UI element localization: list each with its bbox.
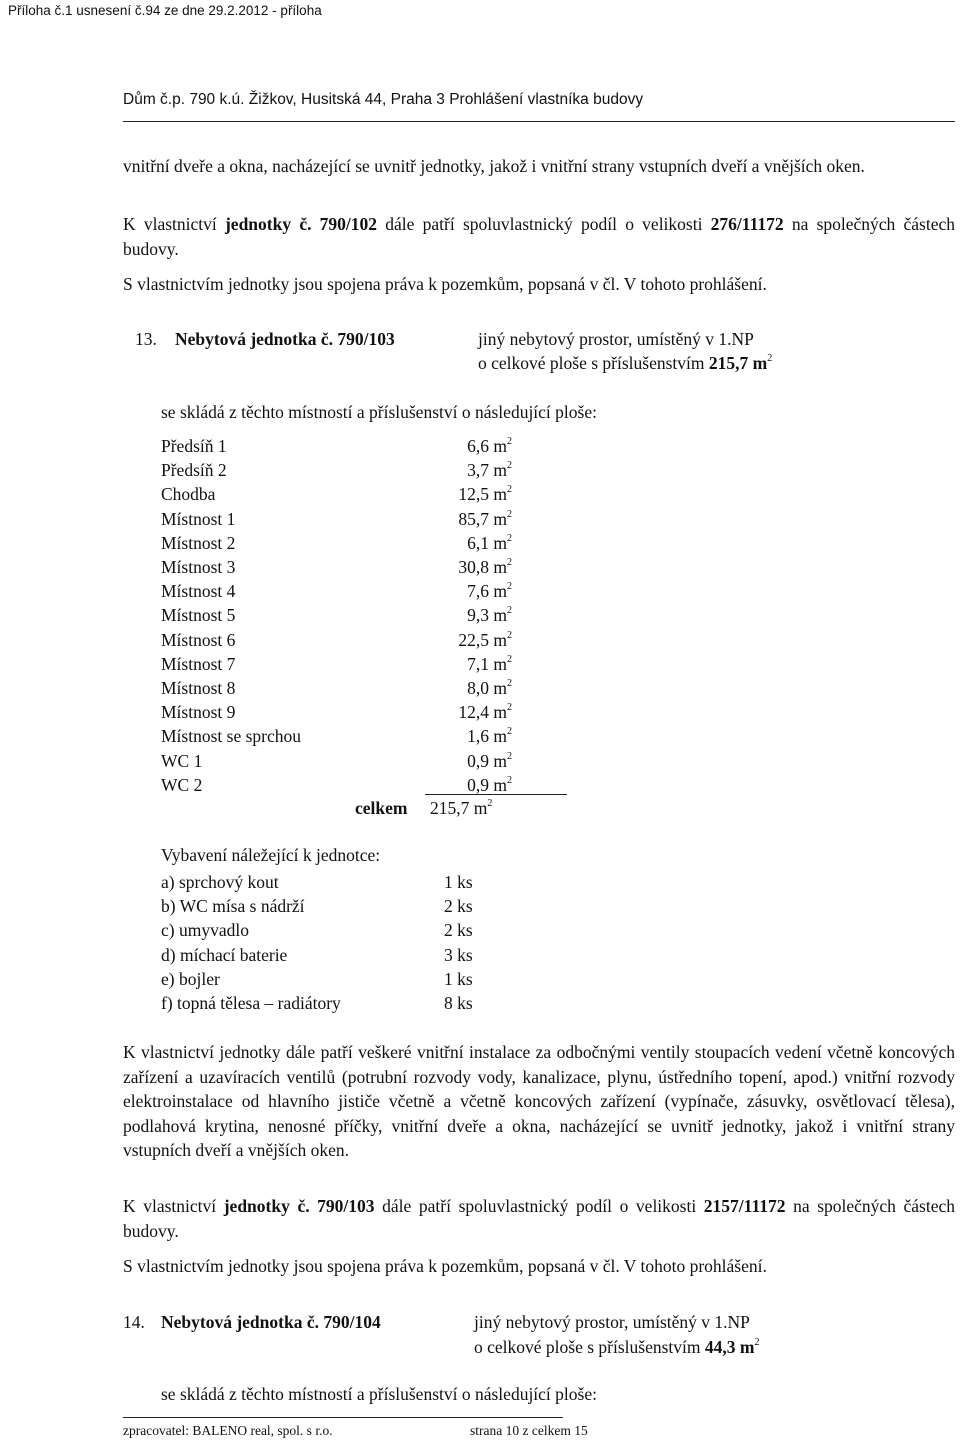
room-row <box>161 751 512 775</box>
equipment-quantity: 3 ks <box>444 944 473 965</box>
rooms-total-label: celkem <box>355 798 408 818</box>
equipment-name: a) sprchový kout <box>161 872 279 892</box>
room-name: Předsíň 1 <box>161 436 227 456</box>
land-paragraph-unit12: S vlastnictvím jednotky jsou spojena práva k pozemkům, popsaná v čl. V tohoto prohlášení. <box>123 274 767 294</box>
unit14-title: Nebytová jednotka č. 790/104 <box>161 1312 381 1332</box>
room-row <box>161 557 512 581</box>
land-paragraph-unit13: S vlastnictvím jednotky jsou spojena práva k pozemkům, popsaná v čl. V tohoto prohlášení. <box>123 1256 767 1276</box>
intro-paragraph-1: vnitřní dveře a okna, nacházející se uvnitř jednotky, jakož i vnitřní strany vstupních dveří a vnějších oken. <box>123 156 865 176</box>
room-row <box>161 533 512 557</box>
room-name: Místnost 5 <box>161 605 236 626</box>
room-row <box>161 436 512 460</box>
room-name: Předsíň 2 <box>161 460 227 481</box>
installations-paragraph: K vlastnictví jednotky dále patří veškeré vnitřní instalace za odbočnými ventily stoupacích vedení včetně koncových zařízení a uzavíracích ventilů (potrubní rozvody vody, kanalizace, plynu, ústředního topení, apod.) vnitřní rozvody elektroinstalace od hlavního jističe včetně a včetně koncových zařízení (vypínače, zásuvky, osvětlovací tělesa), podlahová krytina, nenosné příčky, vnitřní dveře a okna, nacházející se uvnitř jednotky, jakož i vnitřní strany vstupních dveří a vnějších oken. <box>123 1042 955 1160</box>
share-paragraph-unit12: K vlastnictví jednotky č. 790/102 dále patří spoluvlastnický podíl o velikosti 276/11172 na společných částech budovy. <box>123 214 956 259</box>
room-area: 30,8 $m^2$ <box>458 557 512 577</box>
room-row <box>161 605 512 629</box>
room-row <box>161 654 512 678</box>
room-area: 7,1 $m^2$ <box>467 653 512 674</box>
room-row <box>161 460 512 484</box>
room-area: 1,6 $m^2$ <box>467 726 512 747</box>
equipment-intro: Vybavení náležející k jednotce: <box>161 845 381 865</box>
room-area: 6,1 $m^2$ <box>467 532 512 553</box>
equipment-table <box>161 872 492 1022</box>
room-name: Místnost 4 <box>161 581 236 602</box>
room-name: Místnost 9 <box>161 702 236 723</box>
room-area: 12,4 $m^2$ <box>458 702 512 723</box>
unit13-title: Nebytová jednotka č. 790/103 <box>175 329 395 349</box>
room-area: 9,3 $m^2$ <box>467 605 512 626</box>
room-area: 7,6 $m^2$ <box>467 581 512 602</box>
room-name: Místnost se sprchou <box>161 726 301 747</box>
room-name: Místnost 7 <box>161 653 236 674</box>
equipment-quantity: 2 ks <box>444 896 473 917</box>
room-area: 8,0 $m^2$ <box>467 678 512 698</box>
room-name: Místnost 8 <box>161 678 236 698</box>
room-name: Místnost 1 <box>161 508 236 529</box>
footer-author: zpracovatel: BALENO real, spol. s r.o. <box>123 1423 333 1438</box>
room-row <box>161 581 512 605</box>
equipment-quantity: 1 ks <box>444 872 473 892</box>
unit14-rooms-intro: se skládá z těchto místností a příslušenství o následující ploše: <box>161 1384 597 1404</box>
room-row <box>161 630 512 654</box>
room-row <box>161 484 512 508</box>
equipment-row <box>161 945 492 969</box>
footer-page-number: strana 10 z celkem 15 <box>470 1423 588 1438</box>
rooms-total-value: 215,7 $m^2$ <box>430 798 493 818</box>
equipment-quantity: 2 ks <box>444 920 473 941</box>
room-area: 6,6 $m^2$ <box>467 436 512 456</box>
document-title: Dům č.p. 790 k.ú. Žižkov, Husitská 44, Praha 3 Prohlášení vlastníka budovy <box>123 91 644 108</box>
footer-rule <box>123 1417 563 1418</box>
equipment-name: f) topná tělesa – radiátory <box>161 993 341 1013</box>
header-rule <box>123 121 955 122</box>
room-area: 0,9 $m^2$ <box>467 750 512 771</box>
room-area: 22,5 $m^2$ <box>458 629 512 650</box>
equipment-quantity: 8 ks <box>444 993 473 1013</box>
room-name: Místnost 3 <box>161 557 236 577</box>
equipment-quantity: 1 ks <box>444 968 473 989</box>
share-paragraph-unit13: K vlastnictví jednotky č. 790/103 dále patří spoluvlastnický podíl o velikosti 2157/11172 na společných částech budovy. <box>123 1196 956 1241</box>
unit14-description: jiný nebytový prostor, umístěný v 1.NP <box>474 1312 750 1332</box>
room-area: 0,9 $m^2$ <box>467 774 512 795</box>
room-area: 3,7 $m^2$ <box>467 460 512 481</box>
room-name: Místnost 2 <box>161 532 236 553</box>
room-row <box>161 775 512 799</box>
room-area: 85,7 $m^2$ <box>458 508 512 529</box>
equipment-row <box>161 993 492 1017</box>
unit14-number: 14. <box>123 1312 145 1332</box>
equipment-row <box>161 872 492 896</box>
rooms-table <box>161 436 512 816</box>
equipment-row <box>161 920 492 944</box>
room-row <box>161 509 512 533</box>
room-row <box>161 726 512 750</box>
annex-note: Příloha č.1 usnesení č.94 ze dne 29.2.2012 - příloha <box>8 3 322 18</box>
equipment-name: e) bojler <box>161 968 220 989</box>
room-name: WC 2 <box>161 774 203 795</box>
unit14-total-area: o celkové ploše s příslušenstvím 44,3 $m^2$ <box>474 1337 760 1357</box>
room-name: WC 1 <box>161 750 203 771</box>
room-name: Chodba <box>161 484 216 505</box>
unit13-rooms-intro: se skládá z těchto místností a příslušenství o následující ploše: <box>161 402 597 422</box>
unit13-number: 13. <box>135 329 157 349</box>
equipment-row <box>161 969 492 993</box>
equipment-name: b) WC mísa s nádrží <box>161 896 305 917</box>
room-name: Místnost 6 <box>161 629 236 650</box>
equipment-row <box>161 896 492 920</box>
unit13-description: jiný nebytový prostor, umístěný v 1.NP <box>478 329 754 349</box>
equipment-name: c) umyvadlo <box>161 920 249 941</box>
room-area: 12,5 $m^2$ <box>458 484 512 505</box>
total-underline <box>425 794 567 795</box>
room-row <box>161 678 512 702</box>
unit13-total-area: o celkové ploše s příslušenstvím 215,7 $m^2$ <box>478 353 773 373</box>
room-row <box>161 702 512 726</box>
equipment-name: d) míchací baterie <box>161 944 288 965</box>
